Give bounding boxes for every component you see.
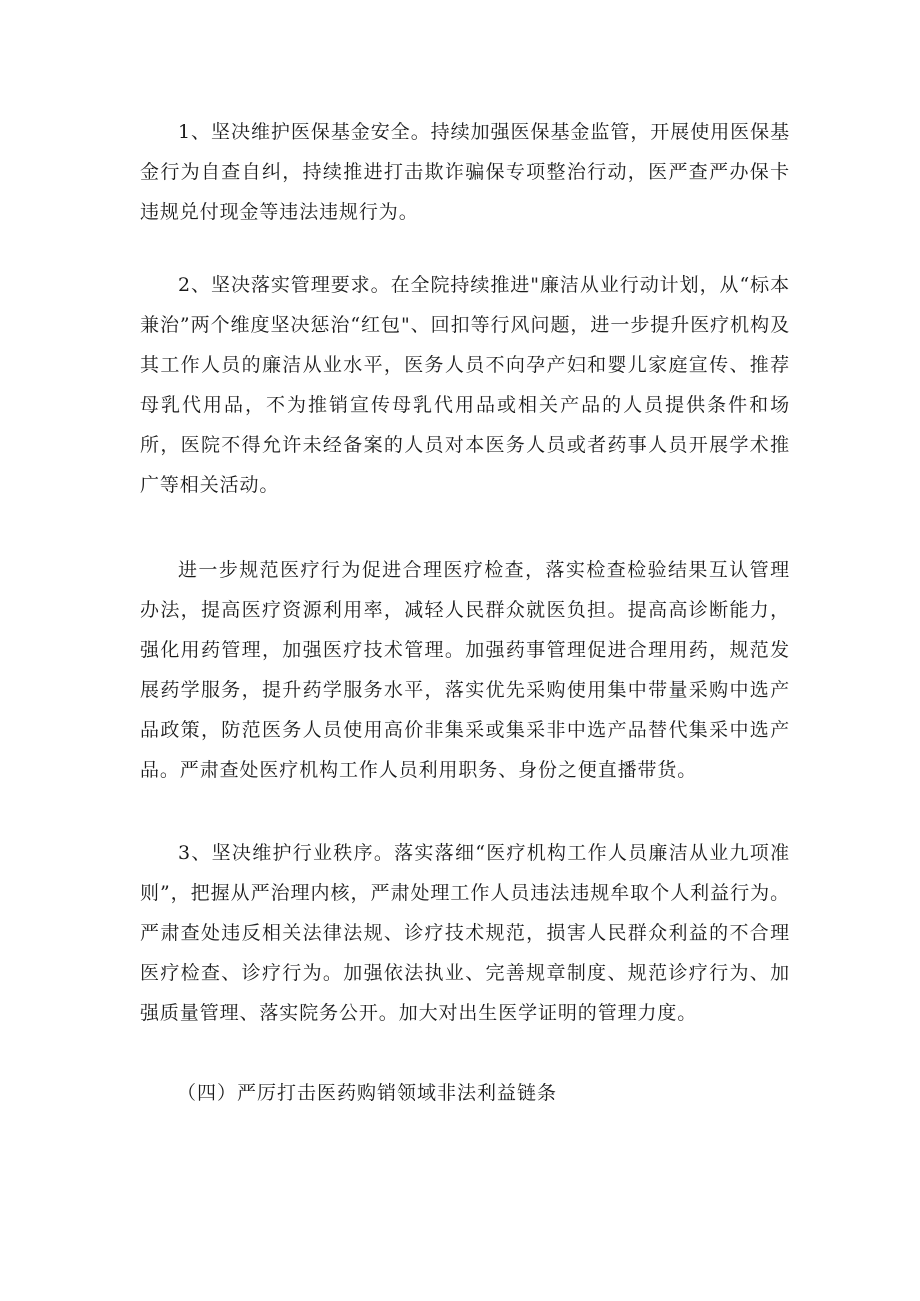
paragraph-management-requirements: 2、坚决落实管理要求。在全院持续推进"廉洁从业行动计划，从“标本兼治”两个维度坚决惩治“红包"、回扣等行风问题，进一步提升医疗机构及其工作人员的廉洁从业水平，医务人员不向孕产妇和婴儿家庭宣传、推荐母乳代用品，不为推销宣传母乳代用品或相关产品的人员提供条件和场所，医院不得允许未经备案的人员对本医务人员或者药事人员开展学术推广等相关活动。 (140, 274, 790, 496)
paragraph-medical-insurance-fund: 1、坚决维护医保基金安全。持续加强医保基金监管，开展使用医保基金行为自查自纠，持续推进打击欺诈骗保专项整治行动，医严查严办保卡违规兑付现金等违法违规行为。 (140, 121, 790, 223)
paragraph-medical-conduct: 进一步规范医疗行为促进合理医疗检查，落实检查检验结果互认管理办法，提高医疗资源利用率，减轻人民群众就医负担。提高高诊断能力，强化用药管理，加强医疗技术管理。加强药事管理促进合理用药，规范发展药学服务，提升药学服务水平，落实优先采购使用集中带量采购中选产品政策，防范医务人员使用高价非集采或集采非中选产品替代集采中选产品。严肃查处医疗机构工作人员利用职务、身份之便直播带货。 (140, 559, 790, 781)
section-heading: （四）严厉打击医药购销领域非法利益链条 (177, 1082, 558, 1104)
paragraph-industry-order: 3、坚决维护行业秩序。落实落细“医疗机构工作人员廉洁从业九项准则”，把握从严治理内核，严肃处理工作人员违法违规牟取个人利益行为。严肃查处违反相关法律法规、诊疗技术规范，损害人民群众利益的不合理医疗检查、诊疗行为。加强依法执业、完善规章制度、规范诊疗行为、加强质量管理、落实院务公开。加大对出生医学证明的管理力度。 (140, 842, 790, 1024)
